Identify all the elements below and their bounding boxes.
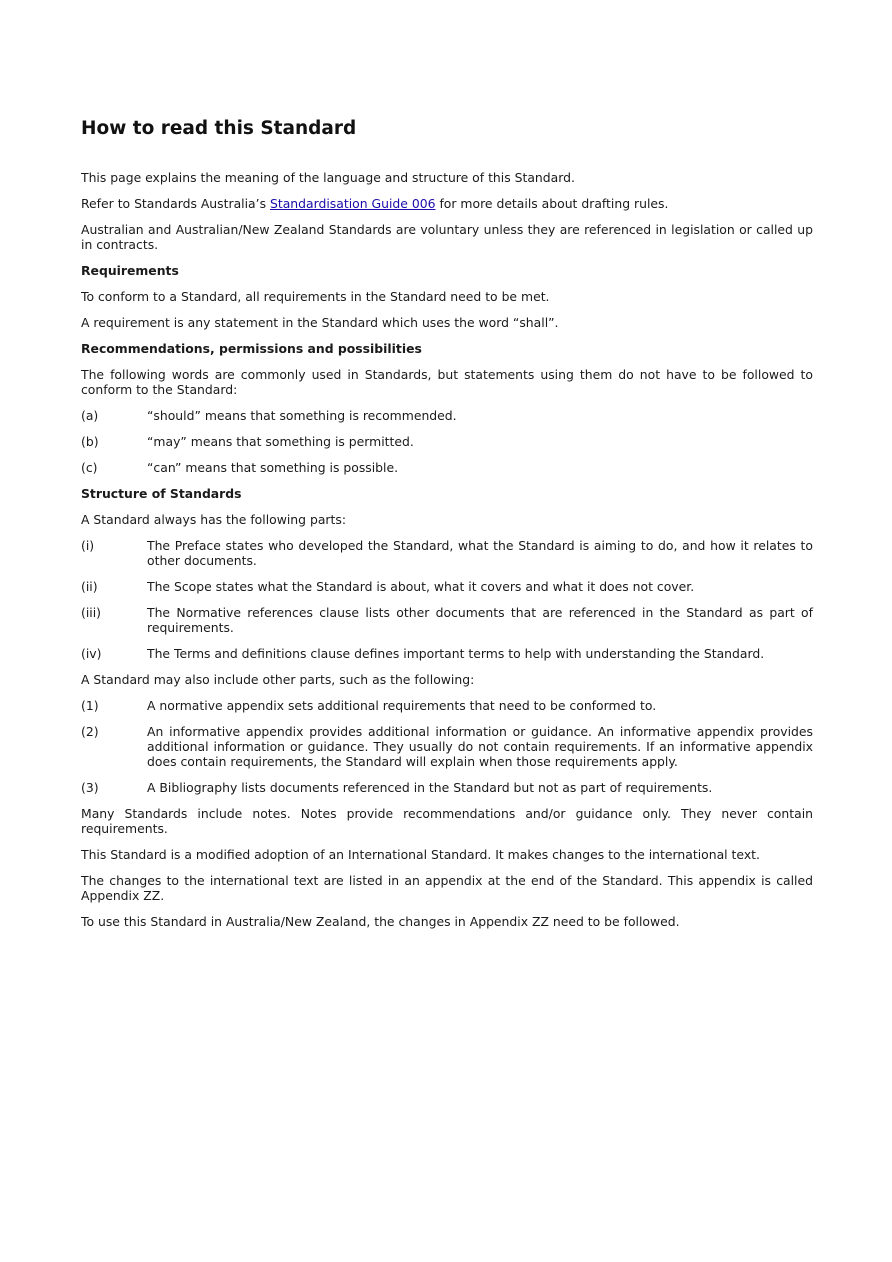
list-item [81, 408, 813, 423]
list-item [81, 460, 813, 475]
list-item [81, 724, 813, 769]
list-item-text: The Terms and definitions clause defines important terms to help with understanding the Standard. [147, 646, 765, 661]
list-item-number: (3) [81, 780, 99, 795]
list-item-number: (iv) [81, 646, 102, 661]
list-item-text: “should” means that something is recommended. [147, 408, 457, 423]
list-item [81, 434, 813, 449]
requirements-paragraph-2: A requirement is any statement in the Standard which uses the word “shall”. [81, 315, 559, 330]
list-item-text: “may” means that something is permitted. [147, 434, 414, 449]
list-item [81, 579, 813, 594]
list-item-number: (2) [81, 724, 99, 739]
document-page [81, 116, 813, 940]
structure-paragraph-4: This Standard is a modified adoption of an International Standard. It makes changes to the international text. [81, 847, 760, 862]
intro-paragraph-3: Australian and Australian/New Zealand Standards are voluntary unless they are referenced in legislation or called up in contracts. [81, 222, 813, 252]
list-item-number: (a) [81, 408, 99, 423]
list-item [81, 698, 813, 713]
requirements-heading: Requirements [81, 263, 179, 278]
list-item [81, 605, 813, 635]
requirements-paragraph-1: To conform to a Standard, all requirements in the Standard need to be met. [81, 289, 550, 304]
list-item-text: “can” means that something is possible. [147, 460, 399, 475]
recommendations-paragraph: The following words are commonly used in Standards, but statements using them do not have to be followed to conform to the Standard: [81, 367, 813, 397]
list-item-number: (iii) [81, 605, 101, 620]
list-item-text: The Normative references clause lists other documents that are referenced in the Standard as part of requirements. [147, 605, 813, 635]
intro-paragraph-2 [81, 196, 813, 211]
intro-paragraph-2-before: Refer to Standards Australia’s [81, 196, 270, 211]
structure-paragraph-3: Many Standards include notes. Notes provide recommendations and/or guidance only. They never contain requirements. [81, 806, 813, 836]
list-item [81, 780, 813, 795]
list-item-text: A Bibliography lists documents referenced in the Standard but not as part of requirements. [147, 780, 713, 795]
list-item-number: (c) [81, 460, 98, 475]
list-item [81, 646, 813, 661]
standardisation-guide-link[interactable]: Standardisation Guide 006 [269, 196, 436, 211]
list-item-number: (i) [81, 538, 95, 553]
structure-paragraph-1: A Standard always has the following parts: [81, 512, 347, 527]
list-item-text: The Scope states what the Standard is about, what it covers and what it does not cover. [147, 579, 695, 594]
list-item-number: (b) [81, 434, 99, 449]
structure-paragraph-2: A Standard may also include other parts, such as the following: [81, 672, 475, 687]
structure-paragraph-5: The changes to the international text are listed in an appendix at the end of the Standard. This appendix is called Appendix ZZ. [81, 873, 813, 903]
recommendations-heading: Recommendations, permissions and possibilities [81, 341, 422, 356]
list-item-text: The Preface states who developed the Standard, what the Standard is aiming to do, and how it relates to other documents. [147, 538, 813, 568]
page-title: How to read this Standard [81, 118, 357, 139]
list-item-number: (1) [81, 698, 99, 713]
list-item [81, 538, 813, 568]
list-item-text: A normative appendix sets additional requirements that need to be conformed to. [147, 698, 657, 713]
intro-paragraph-2-after: for more details about drafting rules. [435, 196, 669, 211]
intro-paragraph-1: This page explains the meaning of the language and structure of this Standard. [81, 170, 575, 185]
list-item-number: (ii) [81, 579, 98, 594]
list-item-text: An informative appendix provides additional information or guidance. An informative appendix provides additional information or guidance. They usually do not contain requirements. If an informative appendix does contain requirements, the Standard will explain when those requirements apply. [147, 724, 813, 769]
structure-heading: Structure of Standards [81, 486, 242, 501]
structure-paragraph-6: To use this Standard in Australia/New Zealand, the changes in Appendix ZZ need to be followed. [81, 914, 680, 929]
